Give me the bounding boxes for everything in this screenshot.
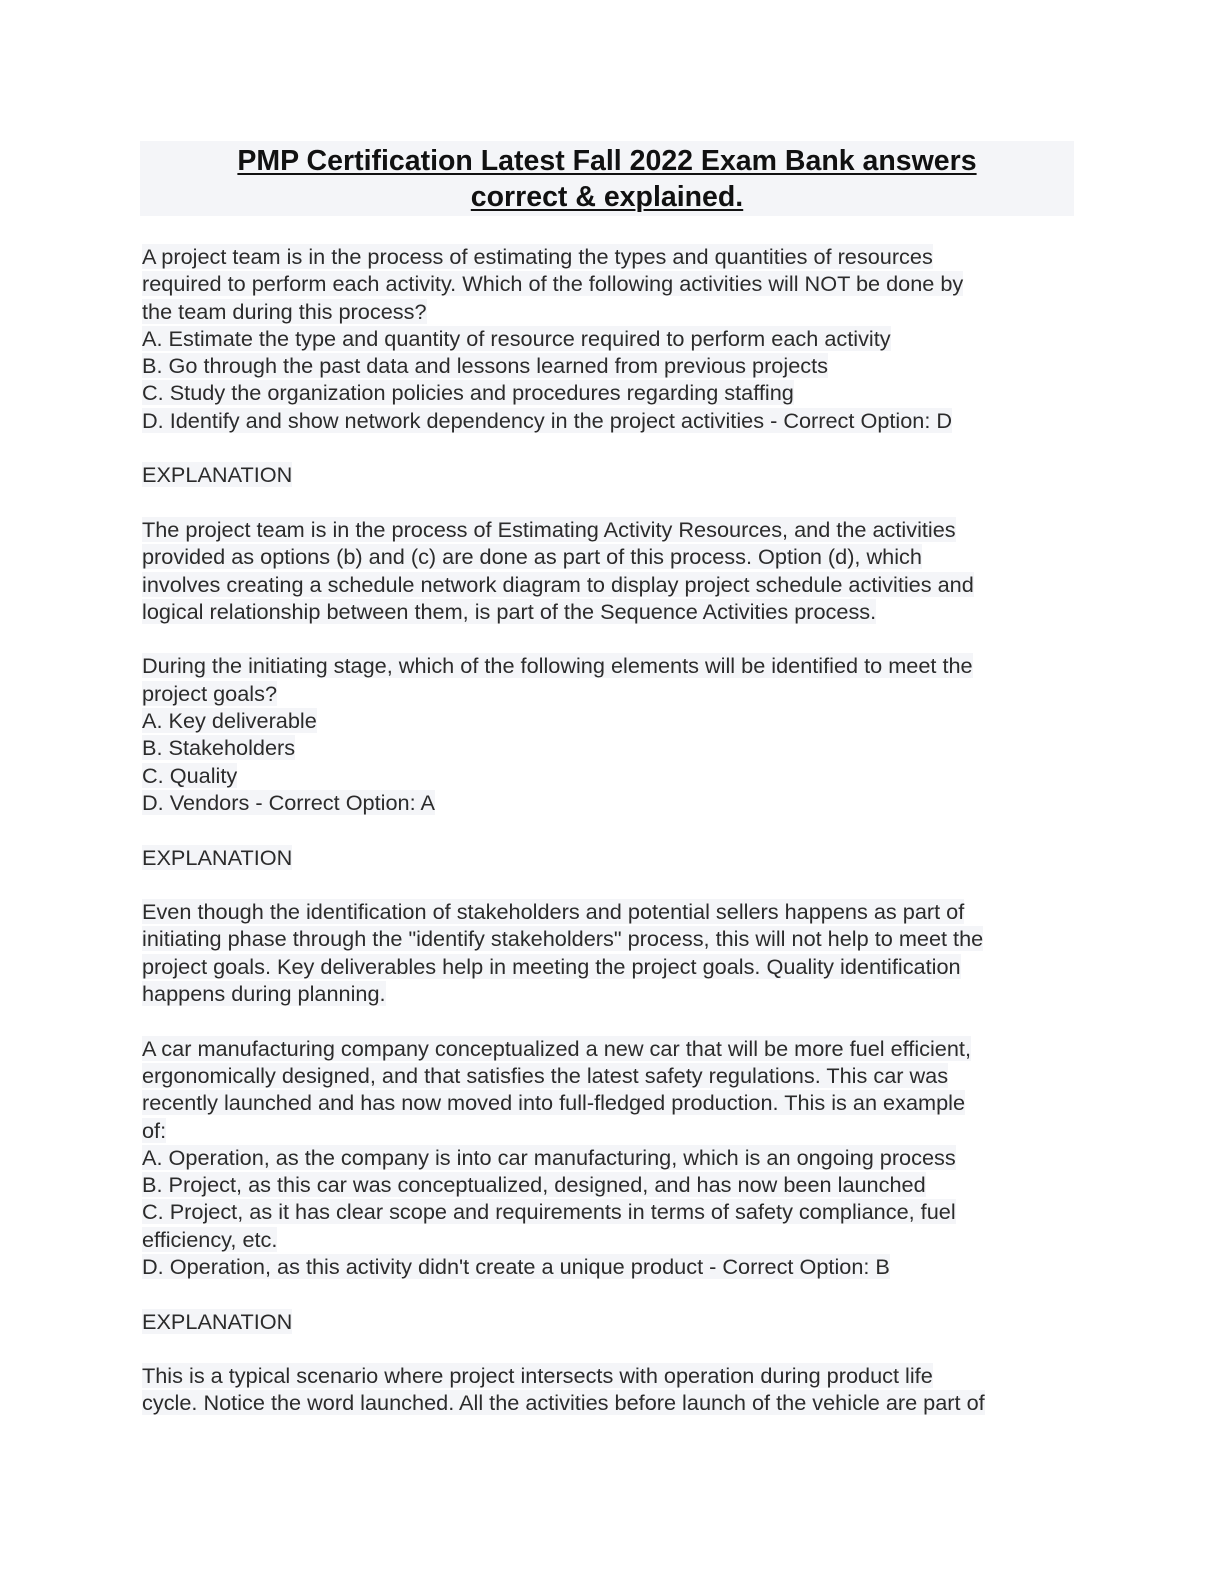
line-text: the team during this process? (142, 298, 427, 324)
explanation-paragraph-2 (142, 898, 1077, 1007)
text-line (142, 980, 1077, 1007)
line-text: recently launched and has now moved into full-fledged production. This is an example (142, 1090, 966, 1116)
line-text: A. Key deliverable (142, 708, 317, 734)
line-text: Even though the identification of stakeholders and potential sellers happens as part of (142, 899, 965, 925)
line-text: C. Project, as it has clear scope and requirements in terms of safety compliance, fuel (142, 1199, 956, 1225)
text-line (142, 1062, 1077, 1089)
text-line (142, 1253, 1077, 1280)
paragraph-spacer (142, 434, 1077, 461)
heading-text: EXPLANATION (142, 462, 293, 488)
question-block-2 (142, 652, 1077, 816)
text-line (142, 680, 1077, 707)
line-text: During the initiating stage, which of the following elements will be identified to meet the (142, 653, 973, 679)
paragraph-spacer (142, 489, 1077, 516)
line-text: A car manufacturing company conceptualized a new car that will be more fuel efficient, (142, 1035, 971, 1061)
explanation-paragraph-3 (142, 1362, 1077, 1417)
line-text: project goals? (142, 680, 278, 706)
text-line (142, 1035, 1077, 1062)
text-line (142, 707, 1077, 734)
line-text: cycle. Notice the word launched. All the activities before launch of the vehicle are part of (142, 1390, 985, 1416)
text-line (142, 543, 1077, 570)
text-line (142, 243, 1077, 270)
title-line-2: correct & explained. (470, 181, 744, 213)
question-block-3 (142, 1035, 1077, 1281)
line-text: D. Operation, as this activity didn't create a unique product - Correct Option: B (142, 1253, 890, 1279)
document-body (142, 243, 1077, 1417)
heading-text: EXPLANATION (142, 1308, 293, 1334)
line-text: D. Vendors - Correct Option: A (142, 789, 435, 815)
text-line (142, 1226, 1077, 1253)
text-line (142, 762, 1077, 789)
document-title (140, 141, 1074, 216)
text-line (142, 407, 1077, 434)
line-text: of: (142, 1117, 167, 1143)
text-line (142, 571, 1077, 598)
line-text: This is a typical scenario where project intersects with operation during product life (142, 1363, 933, 1389)
heading-text: EXPLANATION (142, 844, 293, 870)
paragraph-spacer (142, 1335, 1077, 1362)
title-line-1: PMP Certification Latest Fall 2022 Exam Bank answers (237, 145, 977, 177)
line-text: happens during planning. (142, 981, 386, 1007)
text-line (142, 925, 1077, 952)
line-text: ergonomically designed, and that satisfies the latest safety regulations. This car was (142, 1062, 949, 1088)
text-line (142, 1389, 1077, 1416)
paragraph-spacer (142, 1280, 1077, 1307)
line-text: logical relationship between them, is part of the Sequence Activities process. (142, 598, 877, 624)
text-line (142, 325, 1077, 352)
text-line (142, 352, 1077, 379)
explanation-heading (142, 1308, 1077, 1335)
text-line (142, 734, 1077, 761)
text-line (142, 516, 1077, 543)
line-text: The project team is in the process of Estimating Activity Resources, and the activities (142, 516, 956, 542)
paragraph-spacer (142, 625, 1077, 652)
text-line (142, 1198, 1077, 1225)
line-text: B. Stakeholders (142, 735, 296, 761)
text-line (142, 789, 1077, 816)
text-line (142, 1308, 1077, 1335)
text-line (142, 461, 1077, 488)
line-text: C. Quality (142, 762, 238, 788)
line-text: provided as options (b) and (c) are done as part of this process. Option (d), which (142, 544, 922, 570)
text-line (142, 1362, 1077, 1389)
text-line (142, 1117, 1077, 1144)
text-line (142, 598, 1077, 625)
text-line (142, 844, 1077, 871)
line-text: project goals. Key deliverables help in meeting the project goals. Quality identification (142, 953, 961, 979)
text-line (142, 652, 1077, 679)
line-text: involves creating a schedule network diagram to display project schedule activities and (142, 571, 974, 597)
line-text: A. Estimate the type and quantity of resource required to perform each activity (142, 325, 891, 351)
text-line (142, 298, 1077, 325)
text-line (142, 1089, 1077, 1116)
text-line (142, 379, 1077, 406)
paragraph-spacer (142, 1007, 1077, 1034)
explanation-heading (142, 461, 1077, 488)
line-text: D. Identify and show network dependency in the project activities - Correct Option: D (142, 407, 953, 433)
text-line (142, 1144, 1077, 1171)
question-block-1 (142, 243, 1077, 434)
paragraph-spacer (142, 816, 1077, 843)
line-text: B. Go through the past data and lessons learned from previous projects (142, 353, 828, 379)
line-text: C. Study the organization policies and procedures regarding staffing (142, 380, 794, 406)
paragraph-spacer (142, 871, 1077, 898)
line-text: A project team is in the process of estimating the types and quantities of resources (142, 244, 933, 269)
explanation-paragraph-1 (142, 516, 1077, 625)
text-line (142, 898, 1077, 925)
text-line (142, 270, 1077, 297)
text-line (142, 1171, 1077, 1198)
line-text: required to perform each activity. Which of the following activities will NOT be done by (142, 271, 964, 297)
explanation-heading (142, 844, 1077, 871)
line-text: initiating phase through the "identify stakeholders" process, this will not help to meet the (142, 926, 984, 952)
text-line (142, 953, 1077, 980)
line-text: A. Operation, as the company is into car manufacturing, which is an ongoing process (142, 1144, 956, 1170)
line-text: efficiency, etc. (142, 1226, 278, 1252)
line-text: B. Project, as this car was conceptualized, designed, and has now been launched (142, 1172, 926, 1198)
